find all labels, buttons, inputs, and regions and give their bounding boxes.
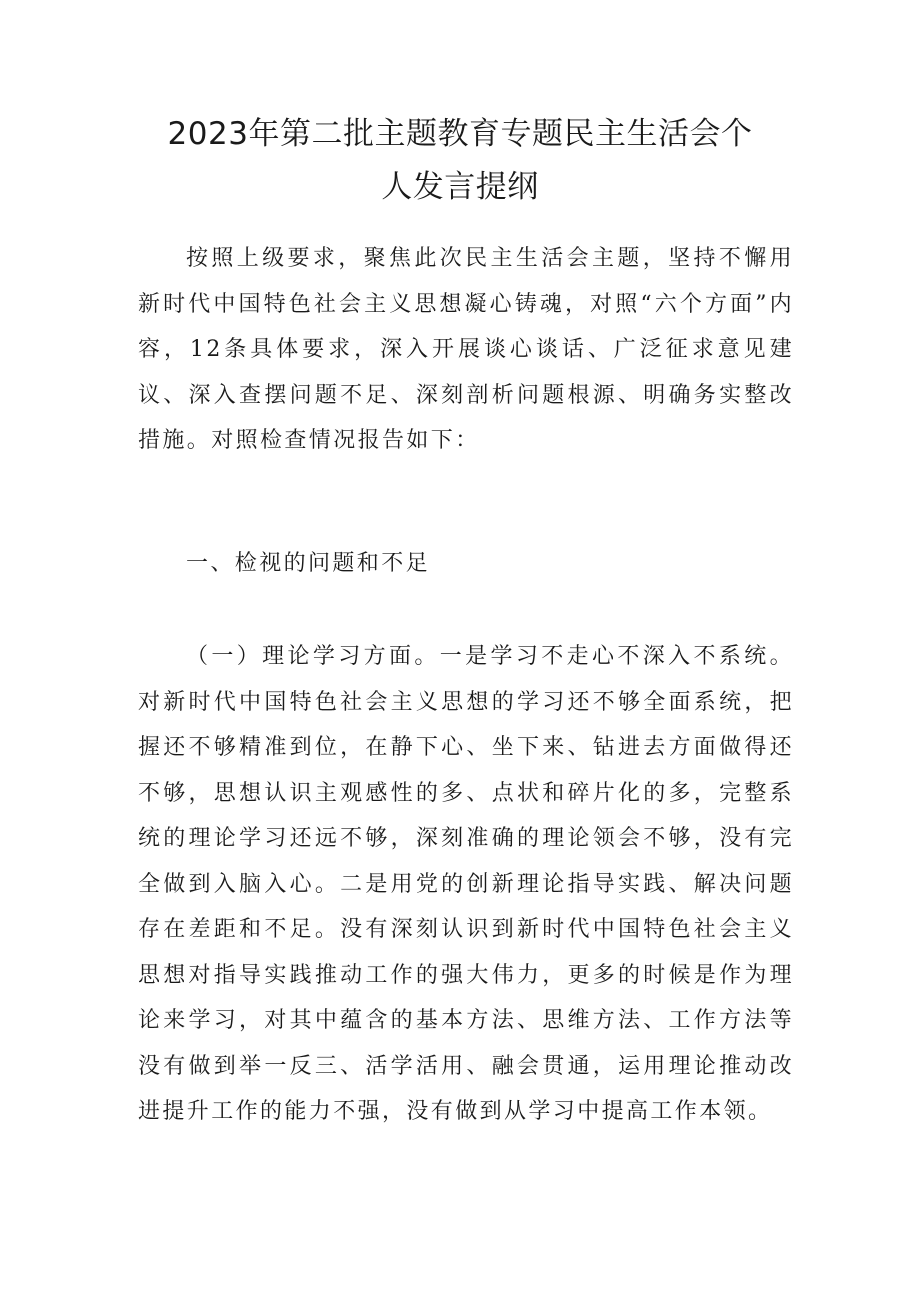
document-title [120,108,800,214]
title-line-2: 人发言提纲 [381,169,539,205]
section-heading: 一、检视的问题和不足 [186,551,431,576]
title-line-1: 2023年第二批主题教育专题民主生活会个 [167,116,753,152]
section-body-paragraph: （一）理论学习方面。一是学习不走心不深入不系统。对新时代中国特色社会主义思想的学习还不够全面系统，把握还不够精准到位，在静下心、坐下来、钻进去方面做得还不够，思想认识主观感性的多、点状和碎片化的多，完整系统的理论学习还远不够，深刻准确的理论领会不够，没有完全做到入脑入心。二是用党的创新理论指导实践、解决问题存在差距和不足。没有深刻认识到新时代中国特色社会主义思想对指导实践推动工作的强大伟力，更多的时候是作为理论来学习，对其中蕴含的基本方法、思维方法、工作方法等没有做到举一反三、活学活用、融会贯通，运用理论推动改进提升工作的能力不强，没有做到从学习中提高工作本领。 [138,644,794,1124]
intro-paragraph: 按照上级要求，聚焦此次民主生活会主题，坚持不懈用新时代中国特色社会主义思想凝心铸魂，对照“六个方面”内容，12条具体要求，深入开展谈心谈话、广泛征求意见建议、深入查摆问题不足、深刻剖析问题根源、明确务实整改措施。对照检查情况报告如下： [138,246,794,453]
